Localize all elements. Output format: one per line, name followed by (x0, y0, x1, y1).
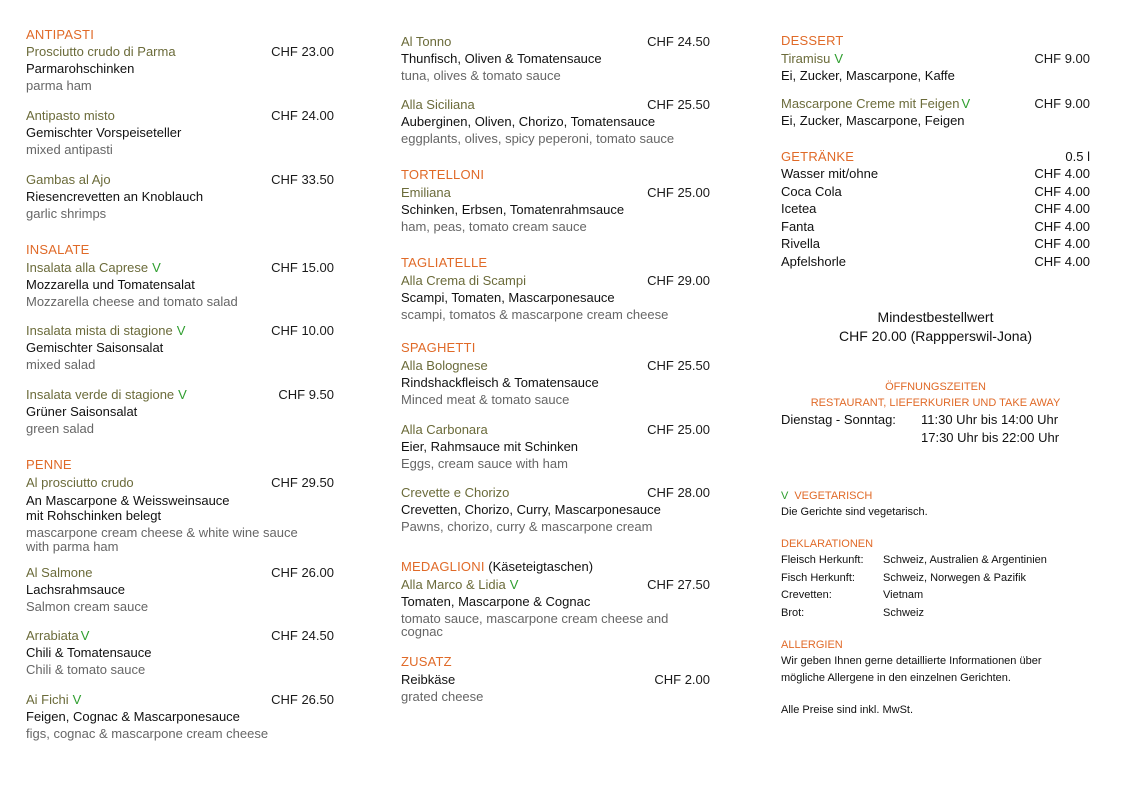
dish-description-de: Gemischter Vorspeiseteller (26, 125, 182, 140)
drink-row (781, 200, 1090, 218)
dish-name: Alla Bolognese (401, 358, 488, 373)
dish-price: CHF 10.00 (271, 323, 334, 338)
vegetarian-heading: VEGETARISCH (794, 490, 873, 502)
vegetarian-mark: V (80, 628, 90, 643)
vegetarian-mark: V (781, 490, 789, 502)
dish-description-en: Mozzarella cheese and tomato salad (26, 294, 238, 309)
section-heading-antipasti: ANTIPASTI (26, 27, 95, 42)
dish-description-en: eggplants, olives, spicy peperoni, tomato sauce (401, 131, 675, 146)
drinks-section (781, 148, 1090, 270)
dish-price: CHF 29.00 (647, 273, 710, 288)
dish-name: Al Salmone (26, 565, 93, 580)
opening-time-lunch: 11:30 Uhr bis 14:00 Uhr (921, 412, 1059, 427)
drink-row (781, 183, 1090, 201)
section-heading-medaglioni (401, 558, 593, 575)
declaration-row (781, 570, 1090, 588)
declaration-value: Schweiz, Australien & Argentinien (883, 554, 1047, 566)
menu-item (781, 95, 1090, 129)
opening-days: Dienstag - Sonntag: (781, 412, 896, 427)
menu-item (401, 484, 710, 534)
section-heading-penne: PENNE (26, 457, 72, 472)
menu-item (401, 272, 710, 322)
dish-name: Insalata verde di stagione (26, 387, 175, 402)
dish-description-de: Chili & Tomatensauce (26, 645, 152, 660)
section-heading-tagliatelle: TAGLIATELLE (401, 255, 488, 270)
drink-price: CHF 4.00 (1034, 218, 1090, 234)
dish-description-en: Eggs, cream sauce with ham (401, 456, 568, 471)
dish-price: CHF 24.00 (271, 108, 334, 123)
menu-item (26, 627, 334, 677)
section-heading-getraenke: GETRÄNKE (781, 149, 855, 164)
dish-description-en: Pawns, chorizo, curry & mascarpone cream (401, 519, 653, 534)
menu-item (26, 564, 334, 614)
declarations (781, 536, 1090, 622)
drink-row (781, 218, 1090, 236)
dish-description-en: ham, peas, tomato cream sauce (401, 219, 587, 234)
declaration-row (781, 552, 1090, 570)
drink-name: Apfelshorle (781, 253, 847, 269)
dish-description-de: Ei, Zucker, Mascarpone, Kaffe (781, 68, 955, 83)
vat-note: Alle Preise sind inkl. MwSt. (781, 704, 914, 716)
dish-description-de: Grüner Saisonsalat (26, 404, 138, 419)
dish-price: CHF 27.50 (647, 577, 710, 592)
dish-name: Reibkäse (401, 672, 456, 687)
dish-description-en: garlic shrimps (26, 206, 107, 221)
declaration-value: Schweiz, Norwegen & Pazifik (883, 571, 1027, 584)
dish-name: Alla Marco & Lidia (401, 577, 506, 592)
dish-description-de: Schinken, Erbsen, Tomatenrahmsauce (401, 202, 625, 217)
drink-size: 0.5 l (1065, 149, 1090, 164)
menu-item (401, 33, 710, 83)
dish-description-de: Lachsrahmsauce (26, 582, 125, 597)
dish-description-de: Parmarohschinken (26, 61, 135, 76)
dish-price: CHF 9.50 (278, 387, 334, 402)
dish-name: Insalata mista di stagione (26, 323, 173, 338)
dish-price: CHF 29.50 (271, 475, 334, 490)
vegetarian-mark: V (178, 387, 187, 402)
dish-description-en: cognac (401, 624, 443, 639)
dish-description-en: green salad (26, 421, 94, 436)
menu-item (401, 96, 710, 146)
dish-description-de: mit Rohschinken belegt (26, 508, 162, 523)
allergies-text: mögliche Allergene in den einzelnen Gerichten. (781, 672, 1011, 684)
section-heading-tortelloni: TORTELLONI (401, 167, 485, 182)
allergies-text: Wir geben Ihnen gerne detaillierte Informationen über (781, 655, 1042, 667)
vegetarian-mark: V (72, 692, 82, 707)
dish-description-de: Rindshackfleisch & Tomatensauce (401, 375, 599, 390)
dish-name: Gambas al Ajo (26, 172, 111, 187)
dish-description-en: figs, cognac & mascarpone cream cheese (26, 726, 269, 741)
drink-name: Coca Cola (781, 183, 842, 199)
dish-price: CHF 25.00 (647, 185, 710, 200)
dish-name: Mascarpone Creme mit Feigen (781, 96, 960, 111)
dish-description-en: scampi, tomatos & mascarpone cream cheese (401, 307, 669, 322)
minimum-order-value: CHF 20.00 (Rappperswil-Jona) (839, 328, 1032, 344)
dish-description-de: Auberginen, Oliven, Chorizo, Tomatensauce (401, 114, 656, 129)
section-heading-spaghetti: SPAGHETTI (401, 340, 476, 355)
vegetarian-mark: V (509, 577, 519, 592)
allergies (781, 637, 1090, 719)
dish-name: Alla Crema di Scampi (401, 273, 526, 288)
declaration-key: Fisch Herkunft: (781, 571, 855, 584)
dish-price: CHF 24.50 (271, 628, 334, 643)
dish-price: CHF 26.50 (271, 692, 334, 707)
dish-price: CHF 25.50 (647, 358, 710, 373)
menu-item (401, 357, 710, 407)
menu-item (401, 421, 710, 471)
menu-item (781, 50, 1090, 84)
dish-name: Alla Siciliana (401, 97, 475, 112)
drink-price: CHF 4.00 (1034, 201, 1090, 216)
dish-description-en: mixed salad (26, 357, 96, 372)
dish-name: Arrabiata (26, 628, 79, 643)
dish-description-de: Gemischter Saisonsalat (26, 340, 164, 355)
dish-description-en: parma ham (26, 78, 92, 93)
drink-name: Icetea (781, 201, 817, 216)
dish-description-de: Scampi, Tomaten, Mascarponesauce (401, 290, 615, 305)
opening-time-dinner: 17:30 Uhr bis 22:00 Uhr (921, 429, 1060, 445)
menu-item (26, 43, 334, 93)
dish-name: Al Tonno (401, 34, 452, 49)
vegetarian-mark: V (152, 260, 161, 275)
dish-price: CHF 33.50 (271, 172, 334, 187)
dish-name: Antipasto misto (26, 108, 115, 123)
dish-description-de: Crevetten, Chorizo, Curry, Mascarponesauce (401, 502, 661, 517)
drink-price: CHF 4.00 (1034, 253, 1090, 269)
menu-item (26, 386, 334, 436)
vegetarian-mark: V (961, 96, 971, 111)
dish-description-de: Ei, Zucker, Mascarpone, Feigen (781, 113, 965, 128)
dish-name: Tiramisu (781, 51, 831, 66)
dish-price: CHF 25.00 (647, 422, 710, 437)
medaglioni-note: (Käseteigtaschen) (488, 559, 594, 574)
declaration-key: Brot: (781, 606, 805, 619)
minimum-order (781, 308, 1090, 346)
drink-name: Rivella (781, 236, 821, 251)
dish-price: CHF 24.50 (647, 34, 710, 49)
declaration-row (781, 587, 1090, 605)
dish-description-en: tuna, olives & tomato sauce (401, 68, 561, 83)
dish-name: Emiliana (401, 185, 451, 200)
declaration-value: Vietnam (883, 589, 924, 601)
dish-description-de: Eier, Rahmsauce mit Schinken (401, 439, 579, 454)
dish-description-en: with parma ham (26, 539, 119, 554)
vegetarian-mark: V (176, 323, 186, 338)
declaration-value: Schweiz (883, 606, 924, 619)
dish-description-de: Mozzarella und Tomatensalat (26, 277, 195, 292)
dish-description-en: grated cheese (401, 689, 484, 704)
medaglioni-title: MEDAGLIONI (401, 559, 485, 574)
dish-description-en: Chili & tomato sauce (26, 662, 146, 677)
declarations-heading: DEKLARATIONEN (781, 538, 874, 550)
menu-item (401, 671, 710, 704)
declaration-row (781, 605, 1090, 623)
section-heading-zusatz: ZUSATZ (401, 654, 452, 669)
drink-name: Wasser mit/ohne (781, 166, 879, 181)
dish-name: Prosciutto crudo di Parma (26, 44, 176, 59)
menu-item (26, 107, 334, 157)
dish-price: CHF 26.00 (271, 565, 334, 580)
dish-description-en: tomato sauce, mascarpone cream cheese and (401, 611, 669, 626)
declaration-key: Crevetten: (781, 589, 832, 601)
dish-name: Insalata alla Caprese (26, 260, 149, 275)
menu-item (26, 474, 334, 554)
drink-row (781, 253, 1090, 271)
vegetarian-text: Die Gerichte sind vegetarisch. (781, 506, 928, 518)
dish-price: CHF 2.00 (654, 672, 710, 687)
minimum-order-label: Mindestbestellwert (877, 309, 994, 325)
dish-description-en: mixed antipasti (26, 142, 113, 157)
dish-description-en: mascarpone cream cheese & white wine sauce (26, 525, 298, 540)
opening-hours-subheading: RESTAURANT, LIEFERKURIER UND TAKE AWAY (810, 397, 1061, 409)
menu-item (26, 691, 334, 741)
menu-item (26, 259, 334, 309)
dish-name: Alla Carbonara (401, 422, 488, 437)
menu-item (401, 576, 710, 638)
drink-price: CHF 4.00 (1034, 236, 1090, 251)
dish-description-de: Feigen, Cognac & Mascarponesauce (26, 709, 240, 724)
dish-name: Ai Fichi (26, 692, 69, 707)
dish-description-de: Riesencrevetten an Knoblauch (26, 189, 204, 204)
dish-price: CHF 25.50 (647, 97, 710, 112)
vegetarian-legend (781, 488, 1090, 521)
dish-price: CHF 9.00 (1034, 51, 1090, 66)
dish-price: CHF 23.00 (271, 44, 334, 59)
dish-description-en: Minced meat & tomato sauce (401, 392, 570, 407)
drink-price: CHF 4.00 (1034, 166, 1090, 181)
allergies-heading: ALLERGIEN (781, 639, 843, 651)
vegetarian-mark: V (834, 51, 844, 66)
drink-price: CHF 4.00 (1034, 183, 1090, 199)
dish-name: Al prosciutto crudo (26, 475, 134, 490)
dish-description-de: Tomaten, Mascarpone & Cognac (401, 594, 591, 609)
drink-row (781, 235, 1090, 253)
menu-item (26, 322, 334, 372)
dish-description-de: An Mascarpone & Weissweinsauce (26, 493, 230, 508)
dish-description-de: Thunfisch, Oliven & Tomatensauce (401, 51, 602, 66)
dish-price: CHF 15.00 (271, 260, 334, 275)
menu-item (26, 171, 334, 221)
drink-name: Fanta (781, 218, 815, 234)
dish-price: CHF 28.00 (647, 485, 710, 500)
section-heading-insalate: INSALATE (26, 242, 90, 257)
drink-row (781, 165, 1090, 183)
opening-hours (781, 379, 1090, 446)
dish-name: Crevette e Chorizo (401, 485, 510, 500)
section-heading-dessert: DESSERT (781, 33, 844, 48)
declaration-key: Fleisch Herkunft: (781, 554, 864, 566)
dish-description-en: Salmon cream sauce (26, 599, 149, 614)
opening-hours-heading: ÖFFNUNGSZEITEN (885, 381, 986, 393)
menu-item (401, 184, 710, 234)
dish-price: CHF 9.00 (1034, 96, 1090, 111)
